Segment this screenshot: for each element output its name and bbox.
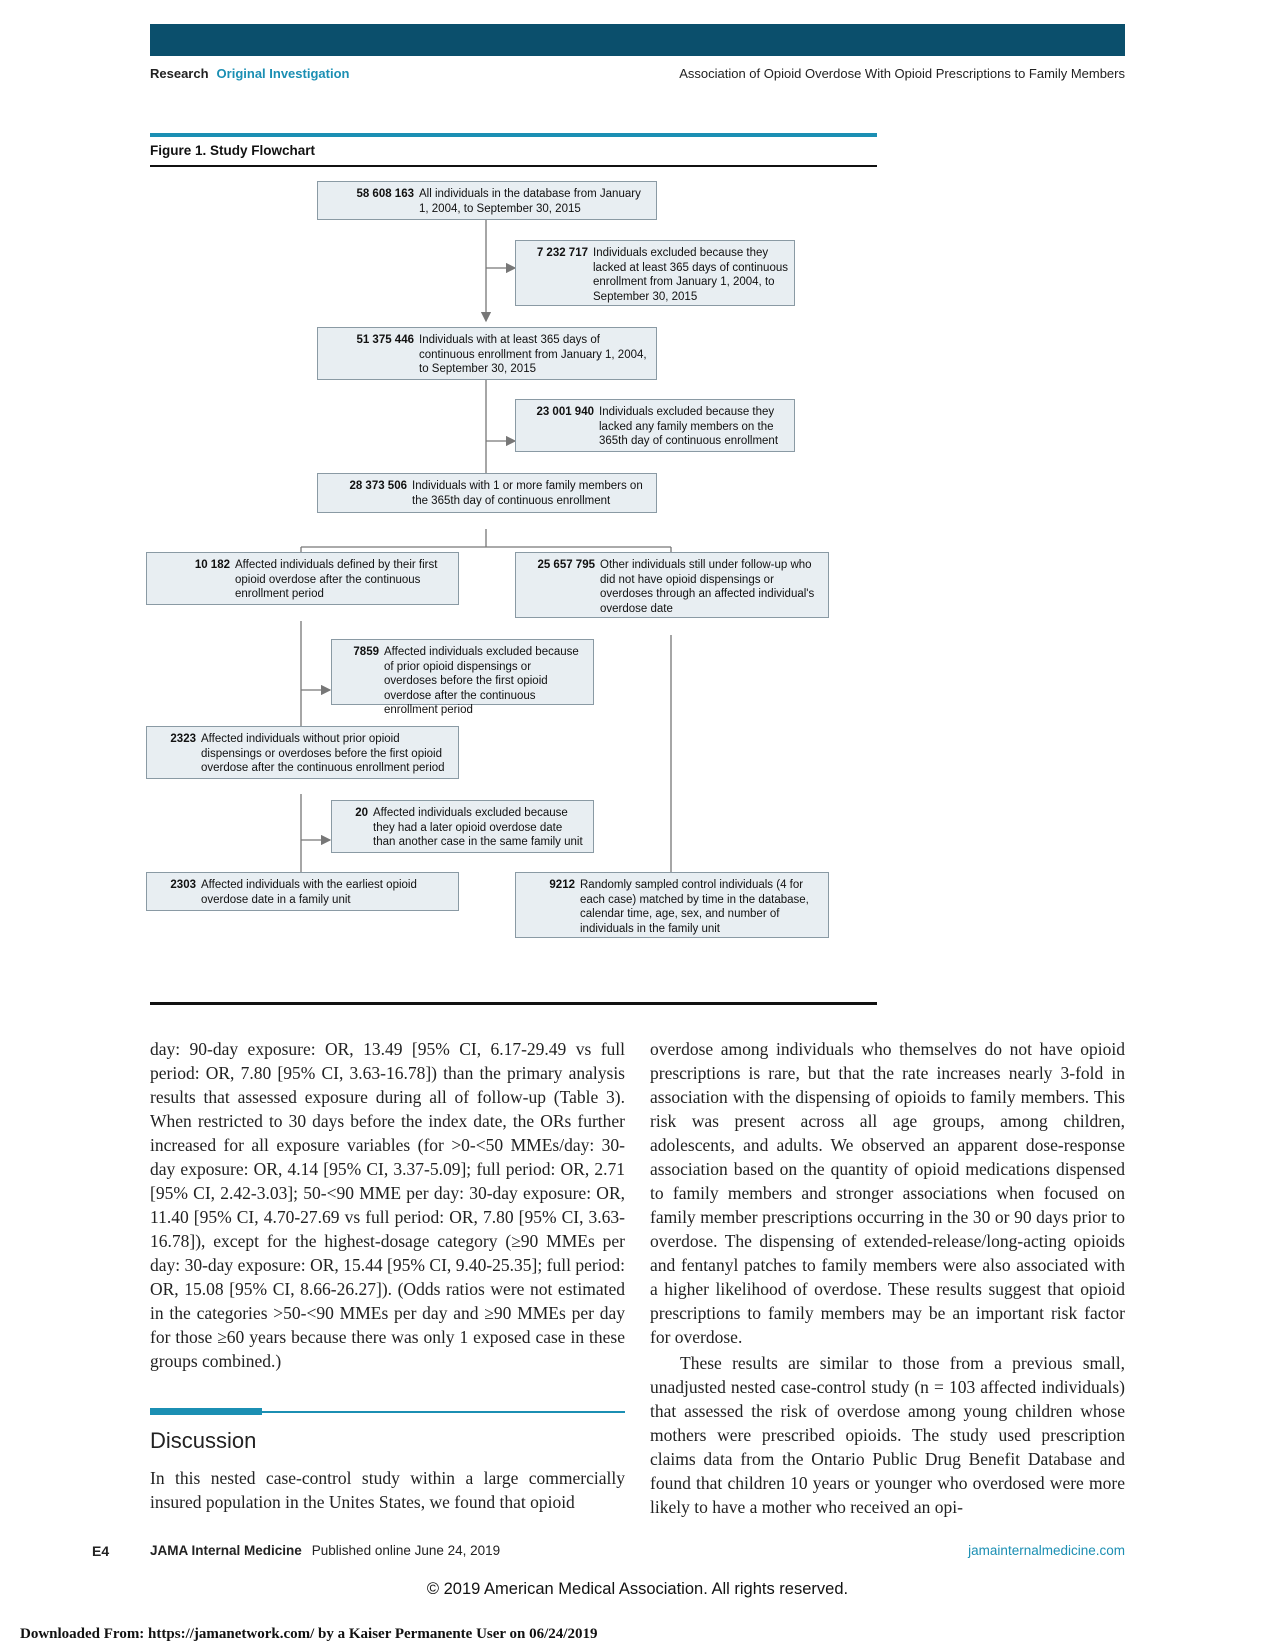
flow-text: Individuals with at least 365 days of continuous enrollment from January 1, 2004, to September 30, 2015 [419,334,647,375]
article-type: Original Investigation [216,66,350,81]
figure-title-rule [150,165,877,167]
discussion-rule [150,1408,262,1415]
flow-count: 9212 [549,879,575,891]
flow-text: Individuals with 1 or more family members on the 365th day of continuous enrollment [412,480,643,507]
flow-text: Affected individuals with the earliest opioid overdose date in a family unit [201,879,417,906]
discussion-paragraph: In this nested case-control study within a large commercially insured population in the Unites States, we found that opioid [150,1468,625,1512]
flow-count: 7859 [353,646,379,658]
flow-box-affected-individuals [146,552,459,605]
discussion-column [650,1037,1125,1519]
flow-text: Affected individuals defined by their first opioid overdose after the continuous enrollment period [235,559,438,600]
figure-top-rule [150,133,877,137]
journal-footer [150,1543,500,1558]
flow-text: Affected individuals excluded because they had a later opioid overdose date than another case in the same family unit [373,807,583,848]
flow-count: 2303 [170,879,196,891]
flow-box-all-individuals [317,181,657,220]
flow-box-excluded-no-family [515,399,795,452]
flow-count: 51 375 446 [356,334,414,346]
discussion-paragraph-2: These results are similar to those from a previous small, unadjusted nested case-control study (n = 103 affected individuals) that assessed the risk of overdose among young children whose mothers were prescribed opioids. The study used prescription claims data from the Ontario Public Drug Benefit Database and found that children 10 years or younger who overdosed were more likely to have a mother who received an opi- [650,1353,1125,1517]
section-label [150,66,349,81]
flow-box-other-individuals [515,552,829,618]
copyright-notice: © 2019 American Medical Association. All rights reserved. [426,1580,849,1598]
discussion-rule-thin [262,1411,625,1413]
running-title: Association of Opioid Overdose With Opioid Prescriptions to Family Members [679,66,1125,81]
flow-count: 10 182 [194,559,230,571]
flow-text: Individuals excluded because they lacked any family members on the 365th day of continuous enrollment [599,406,779,447]
flow-count: 7 232 717 [536,247,588,259]
flow-text: Affected individuals without prior opioid dispensings or overdoses before the first opioid overdose after the continuous enrollment period [201,733,445,774]
flow-text: Other individuals still under follow-up who did not have opioid dispensings or overdoses through an affected individual's overdose date [600,559,815,615]
flow-text: Randomly sampled control individuals (4 for each case) matched by time in the database, calendar time, age, sex, and number of individuals in the family unit [580,879,809,935]
journal-url-link[interactable]: jamainternalmedicine.com [968,1543,1125,1558]
flow-text: All individuals in the database from January 1, 2004, to September 30, 2015 [419,188,641,215]
flow-text: Individuals excluded because they lacked at least 365 days of continuous enrollment from January 1, 2004, to September 30, 2015 [593,247,788,303]
flow-box-with-family [317,473,657,513]
figure-bottom-rule [150,1002,877,1005]
results-paragraph: day: 90-day exposure: OR, 13.49 [95% CI, 6.17-29.49 vs full period: OR, 7.80 [95% CI, 3.63-16.78]) than the primary analysis results that assessed exposure during all of follow-up (Table 3). When restricted to 30 days before the index date, the ORs further increased for all exposure variables (for >0-<50 MMEs/day: 30-day exposure: OR, 4.14 [95% CI, 3.37-5.09]; full period: OR, 2.71 [95% CI, 2.42-3.03]; 50-<90 MME per day: 30-day exposure: OR, 11.40 [95% CI, 4.70-27.69 vs full period: OR, 7.80 [95% CI, 3.63-16.78]), except for the highest-dosage category (≥90 MMEs per day: 30-day exposure: OR, 15.44 [95% CI, 9.40-25.35]; full period: OR, 15.08 [95% CI, 8.66-26.27]). (Odds ratios were not estimated in the categories >50-<90 MMEs per day and ≥90 MMEs per day for those ≥60 years because there was only 1 exposed case in these groups combined.) [150,1039,625,1371]
journal-name: JAMA Internal Medicine [150,1543,302,1558]
flow-box-earliest-overdose [146,872,459,911]
header-banner [150,24,1125,56]
flow-box-without-prior [146,726,459,779]
page-number: E4 [92,1543,110,1559]
discussion-heading: Discussion [150,1428,257,1453]
flow-count: 25 657 795 [537,559,595,571]
flow-box-excluded-prior-dispensing [331,639,594,716]
download-notice: Downloaded From: https://jamanetwork.com/ by a Kaiser Permanente User on 06/24/2019 [20,1626,598,1642]
discussion-paragraph-1: overdose among individuals who themselves do not have opioid prescriptions is rare, but that the rate increases nearly 3-fold in association with the dispensing of opioids to family members. This risk was present across all age groups, among children, adolescents, and adults. We observed an apparent dose-response association based on the quantity of opioid medications dispensed to family members and stronger associations when focused on family member prescriptions occurring in the 30 or 90 days prior to overdose. The dispensing of extended-release/long-acting opioids and fentanyl patches to family members were also associated with a higher likelihood of overdose. These results suggest that opioid prescriptions to family members may be an important risk factor for overdose. [650,1039,1125,1347]
flow-count: 58 608 163 [356,188,414,200]
section-name: Research [150,66,209,81]
published-date: Published online June 24, 2019 [311,1543,501,1558]
figure-title: Figure 1. Study Flowchart [150,143,316,158]
flow-count: 28 373 506 [349,480,407,492]
flow-text: Affected individuals excluded because of prior opioid dispensings or overdoses before the first opioid overdose after the continuous enrollment period [384,646,579,716]
flow-box-excluded-enrollment [515,240,795,306]
flow-count: 23 001 940 [536,406,594,418]
study-flowchart [150,170,877,1000]
flow-box-continuous-enrollment [317,327,657,380]
flow-box-excluded-later-overdose [331,800,594,853]
flow-count: 2323 [170,733,196,745]
results-column [150,1037,625,1373]
flow-box-controls [515,872,829,938]
flow-count: 20 [355,807,368,819]
